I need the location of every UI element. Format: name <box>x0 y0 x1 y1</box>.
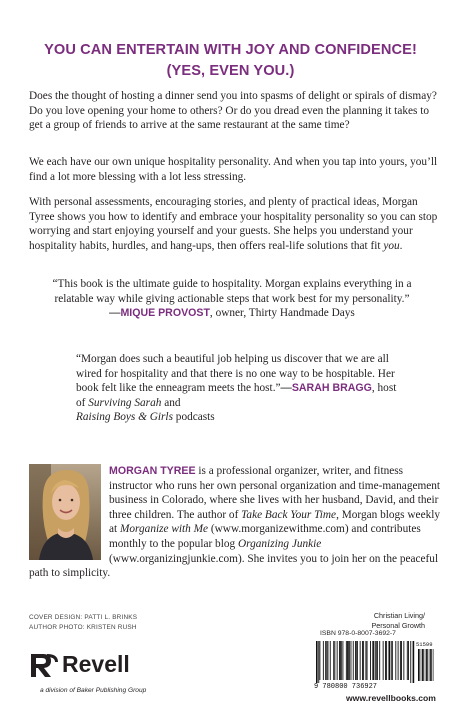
barcode-bar <box>337 641 338 680</box>
barcode-bar <box>351 641 352 680</box>
endorsement-quote-2: “Morgan does such a beautiful job helping us discover that we are all wired for hospitality and that there is no one way to be hospitable. Her book felt like the enneagram meets the host.”—SARAH BRAGG, host of Surviving Sarah and Raising Boys & Girls podcasts <box>76 353 397 424</box>
barcode-bar <box>395 641 396 680</box>
publisher-name: Revell <box>62 651 130 677</box>
barcode-addon-bar <box>432 649 433 681</box>
barcode-bar <box>367 641 368 680</box>
barcode-bar <box>330 641 331 680</box>
barcode-bar <box>388 641 390 680</box>
barcode-addon-bar <box>421 649 422 681</box>
barcode-bar <box>363 641 364 680</box>
barcode-bar <box>333 641 334 680</box>
endorsement-quote-1: “This book is the ultimate guide to hospitality. Morgan explains everything in a relatable way while giving actionable steps that work best for my personality.” —MIQUE PROVOST, owner, Thirty Handmade Days <box>52 278 412 320</box>
publisher-division: a division of Baker Publishing Group <box>40 687 147 694</box>
barcode-bar <box>319 641 320 680</box>
author-photo-credit: AUTHOR PHOTO: KRISTEN RUSH <box>29 623 137 631</box>
barcode-addon-bar <box>433 649 434 681</box>
barcode-bar <box>334 641 335 680</box>
barcode-bar <box>353 641 354 680</box>
body-paragraph-1: Does the thought of hosting a dinner send you into spasms of delight or spirals of dismay? Do you love opening your home to others? Or do you dread even the planning it takes to get a group of friends to arrive at the same restaurant at the same time? <box>29 90 437 132</box>
barcode-addon-bar <box>426 649 427 681</box>
barcode-bar <box>386 641 387 680</box>
author-bio: MORGAN TYREE is a professional organizer, writer, and fitness instructor who runs her own personal organization and time-management business in Colorado, where she lives with her husband, David, and their three children. The author of Take Back Your Time, Morgan blogs weekly at Morganize with Me (www.morganizewithme.com) and contributes monthly to the popular blog Organizing Junkie (www.organizingjunkie.com). She invites you to join her on the peaceful path to simplicity. <box>29 465 441 580</box>
barcode-bar <box>347 641 348 680</box>
barcode-addon-bar <box>423 649 424 681</box>
barcode-bar <box>407 641 408 680</box>
barcode-bar <box>398 641 399 680</box>
barcode-bar <box>408 641 409 680</box>
barcode-bar <box>376 641 377 680</box>
photo-wrap-space <box>29 464 109 564</box>
barcode-addon-bar <box>427 649 428 681</box>
revell-logo <box>29 650 130 685</box>
isbn-number: ISBN 978-0-8007-3692-7 <box>320 630 396 637</box>
barcode-bar <box>318 641 319 683</box>
barcode-bar <box>413 641 415 683</box>
cover-credits <box>29 613 137 632</box>
revell-logo-mark-icon <box>29 650 59 680</box>
body-paragraph-3: With personal assessments, encouraging stories, and plenty of practical ideas, Morgan Tyree shows you how to identify and embrace your hospitality personality so you can stop worrying and start enjoying yourself and your guests. She helps you understand your hospitality habits, hurdles, and hang-ups, then offers real-life solutions that fit you. <box>29 196 438 252</box>
barcode <box>312 639 436 689</box>
barcode-addon-bar <box>425 649 426 681</box>
headline-line-2: (YES, EVEN YOU.) <box>166 63 295 79</box>
barcode-bar <box>328 641 329 680</box>
barcode-bar <box>326 641 327 680</box>
barcode-bar <box>356 641 358 680</box>
barcode-addon-bar <box>429 649 430 681</box>
barcode-bar <box>362 641 363 680</box>
barcode-bar <box>392 641 393 680</box>
barcode-bar <box>365 641 366 680</box>
barcode-bar <box>316 641 318 683</box>
barcode-addon-bar <box>418 649 419 681</box>
endorser-name-2: SARAH BRAGG <box>291 382 372 395</box>
barcode-bar <box>372 641 374 680</box>
barcode-bar <box>339 641 340 680</box>
body-paragraph-2: We each have our own unique hospitality personality. And when you tap into yours, you’ll find a lot more blessing with a lot less stressing. <box>29 156 438 183</box>
barcode-bar <box>375 641 376 680</box>
barcode-bar <box>355 641 356 680</box>
barcode-addon: 51599 <box>416 641 433 648</box>
barcode-bar <box>325 641 326 680</box>
emphasis-you: you <box>383 239 400 252</box>
publisher-url: www.revellbooks.com <box>346 693 436 703</box>
barcode-bar <box>383 641 384 680</box>
barcode-bar <box>323 641 324 680</box>
barcode-bar <box>401 641 402 680</box>
barcode-bar <box>342 641 343 680</box>
barcode-bar <box>377 641 378 680</box>
barcode-bar <box>360 641 361 680</box>
barcode-bar <box>379 641 380 680</box>
headline-line-1: YOU CAN ENTERTAIN WITH JOY AND CONFIDENCE! <box>44 42 417 58</box>
barcode-bar <box>403 641 404 680</box>
barcode-bar <box>340 641 342 680</box>
book-category: Christian Living/ Personal Growth <box>371 611 425 630</box>
endorser-name-1: MIQUE PROVOST <box>120 307 210 320</box>
barcode-bar <box>391 641 392 680</box>
barcode-bar <box>346 641 347 680</box>
barcode-addon-bar <box>430 649 431 681</box>
barcode-bar <box>370 641 371 680</box>
barcode-addon-bar <box>422 649 423 681</box>
barcode-addon-bar <box>419 649 420 681</box>
barcode-bar <box>385 641 386 680</box>
barcode-digits: 9 780800 736927 <box>314 683 378 689</box>
barcode-bar <box>348 641 350 680</box>
cover-design-credit: COVER DESIGN: PATTI L. BRINKS <box>29 614 138 621</box>
author-name: MORGAN TYREE <box>109 465 196 477</box>
back-cover-headline <box>0 40 461 82</box>
barcode-bar <box>400 641 401 680</box>
barcode-bar <box>410 641 411 683</box>
